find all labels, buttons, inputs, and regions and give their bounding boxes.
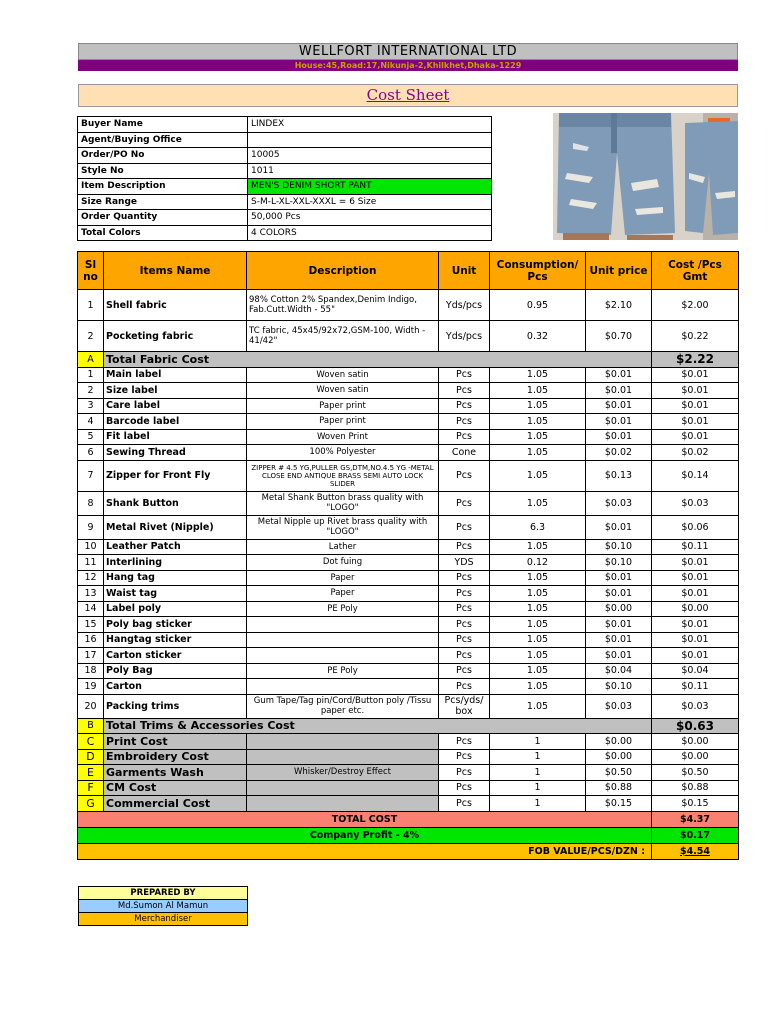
row-sl: 7 bbox=[78, 460, 104, 491]
row-cost: $0.50 bbox=[652, 765, 739, 781]
row-consumption[interactable]: 1.05 bbox=[490, 570, 586, 586]
row-sl: 9 bbox=[78, 515, 104, 539]
info-row bbox=[78, 210, 492, 226]
row-consumption[interactable]: 1.05 bbox=[490, 539, 586, 555]
info-label: Style No bbox=[78, 163, 248, 179]
company-address: House:45,Road:17,Nikunja-2,Khilkhet,Dhaka-1229 bbox=[78, 60, 738, 71]
fabric-total-value: $2.22 bbox=[652, 352, 739, 368]
row-unit-price[interactable]: $0.01 bbox=[586, 570, 652, 586]
column-header: Consumption/ Pcs bbox=[490, 252, 586, 290]
row-consumption[interactable]: 0.12 bbox=[490, 555, 586, 571]
row-item-name[interactable]: Sewing Thread bbox=[104, 445, 247, 461]
other-cost-row bbox=[78, 749, 739, 765]
row-cost: $0.01 bbox=[652, 414, 739, 430]
row-consumption[interactable]: 0.95 bbox=[490, 290, 586, 321]
section-letter: A bbox=[78, 352, 104, 368]
fob-value-label: FOB VALUE/PCS/DZN : bbox=[78, 843, 652, 859]
row-unit-price[interactable]: $0.02 bbox=[586, 445, 652, 461]
info-row bbox=[78, 117, 492, 133]
info-value[interactable]: LINDEX bbox=[248, 117, 492, 133]
row-unit-price[interactable]: $0.04 bbox=[586, 663, 652, 679]
row-consumption[interactable]: 1.05 bbox=[490, 460, 586, 491]
info-value[interactable] bbox=[248, 132, 492, 148]
row-sl: 14 bbox=[78, 601, 104, 617]
sheet-title-text: Cost Sheet bbox=[366, 86, 450, 104]
row-unit-price[interactable]: $0.13 bbox=[586, 460, 652, 491]
trim-row bbox=[78, 586, 739, 602]
row-unit-price[interactable]: $0.01 bbox=[586, 586, 652, 602]
row-unit[interactable]: Pcs bbox=[439, 515, 490, 539]
row-unit-price[interactable]: $0.01 bbox=[586, 632, 652, 648]
row-unit-price[interactable]: $2.10 bbox=[586, 290, 652, 321]
fabric-row bbox=[78, 290, 739, 321]
row-consumption[interactable]: 1 bbox=[490, 765, 586, 781]
row-cost: $2.00 bbox=[652, 290, 739, 321]
trim-row bbox=[78, 445, 739, 461]
trims-total-label: Total Trims & Accessories Cost bbox=[104, 718, 652, 734]
row-consumption[interactable]: 1.05 bbox=[490, 429, 586, 445]
row-cost: $0.00 bbox=[652, 601, 739, 617]
row-sl: 1 bbox=[78, 367, 104, 383]
row-item-name[interactable]: Care label bbox=[104, 398, 247, 414]
row-description[interactable] bbox=[247, 617, 439, 633]
row-consumption[interactable]: 1.05 bbox=[490, 679, 586, 695]
info-label: Buyer Name bbox=[78, 117, 248, 133]
row-sl: 18 bbox=[78, 663, 104, 679]
row-consumption[interactable]: 1.05 bbox=[490, 367, 586, 383]
row-sl: 20 bbox=[78, 694, 104, 718]
trim-row bbox=[78, 398, 739, 414]
row-description[interactable]: Paper bbox=[247, 586, 439, 602]
row-consumption[interactable]: 1.05 bbox=[490, 648, 586, 664]
trim-row bbox=[78, 383, 739, 399]
row-sl: 6 bbox=[78, 445, 104, 461]
row-unit-price[interactable]: $0.70 bbox=[586, 321, 652, 352]
row-sl: 4 bbox=[78, 414, 104, 430]
info-row bbox=[78, 225, 492, 241]
row-cost: $0.01 bbox=[652, 367, 739, 383]
trim-row bbox=[78, 617, 739, 633]
row-unit[interactable]: Pcs bbox=[439, 765, 490, 781]
row-consumption[interactable]: 1.05 bbox=[490, 491, 586, 515]
row-cost: $0.06 bbox=[652, 515, 739, 539]
row-unit-price[interactable]: $0.88 bbox=[586, 780, 652, 796]
row-consumption[interactable]: 1 bbox=[490, 749, 586, 765]
row-sl: 3 bbox=[78, 398, 104, 414]
row-consumption[interactable]: 1.05 bbox=[490, 414, 586, 430]
row-consumption[interactable]: 1 bbox=[490, 734, 586, 750]
row-consumption[interactable]: 1.05 bbox=[490, 663, 586, 679]
row-unit[interactable]: Pcs bbox=[439, 648, 490, 664]
section-letter: E bbox=[78, 765, 104, 781]
row-unit-price[interactable]: $0.00 bbox=[586, 749, 652, 765]
row-item-name[interactable]: Leather Patch bbox=[104, 539, 247, 555]
company-name: WELLFORT INTERNATIONAL LTD bbox=[78, 43, 738, 60]
row-unit[interactable]: Pcs bbox=[439, 570, 490, 586]
row-cost: $0.00 bbox=[652, 749, 739, 765]
row-unit[interactable]: YDS bbox=[439, 555, 490, 571]
row-consumption[interactable]: 1.05 bbox=[490, 383, 586, 399]
fob-value-row bbox=[78, 843, 739, 859]
row-item-name[interactable]: Carton sticker bbox=[104, 648, 247, 664]
column-header: Items Name bbox=[104, 252, 247, 290]
row-sl: 2 bbox=[78, 383, 104, 399]
section-letter: F bbox=[78, 780, 104, 796]
row-unit[interactable]: Pcs bbox=[439, 429, 490, 445]
row-unit-price[interactable]: $0.10 bbox=[586, 679, 652, 695]
row-description[interactable]: Paper print bbox=[247, 398, 439, 414]
row-item-name[interactable]: Label poly bbox=[104, 601, 247, 617]
trim-row bbox=[78, 679, 739, 695]
row-unit[interactable]: Pcs bbox=[439, 367, 490, 383]
row-consumption[interactable]: 6.3 bbox=[490, 515, 586, 539]
info-value[interactable]: 1011 bbox=[248, 163, 492, 179]
row-description[interactable] bbox=[247, 632, 439, 648]
section-letter: G bbox=[78, 796, 104, 812]
row-consumption[interactable]: 1.05 bbox=[490, 398, 586, 414]
row-unit-price[interactable]: $0.50 bbox=[586, 765, 652, 781]
section-letter: D bbox=[78, 749, 104, 765]
trim-row bbox=[78, 515, 739, 539]
row-description[interactable] bbox=[247, 780, 439, 796]
row-item-name[interactable]: Barcode label bbox=[104, 414, 247, 430]
row-unit-price[interactable]: $0.01 bbox=[586, 383, 652, 399]
row-description[interactable]: Dot fuing bbox=[247, 555, 439, 571]
row-item-name[interactable]: Shell fabric bbox=[104, 290, 247, 321]
row-unit-price[interactable]: $0.10 bbox=[586, 539, 652, 555]
row-description[interactable]: Gum Tape/Tag pin/Cord/Button poly /Tissu paper etc. bbox=[247, 694, 439, 718]
row-item-name[interactable]: Main label bbox=[104, 367, 247, 383]
row-cost: $0.03 bbox=[652, 491, 739, 515]
trim-row bbox=[78, 414, 739, 430]
row-sl: 15 bbox=[78, 617, 104, 633]
row-item-name[interactable]: Poly bag sticker bbox=[104, 617, 247, 633]
info-label: Agent/Buying Office bbox=[78, 132, 248, 148]
row-cost: $0.01 bbox=[652, 383, 739, 399]
row-unit-price[interactable]: $0.03 bbox=[586, 694, 652, 718]
fabric-total-row bbox=[78, 352, 739, 368]
denim-shorts-image bbox=[553, 113, 738, 240]
row-unit[interactable]: Yds/pcs bbox=[439, 321, 490, 352]
info-label: Total Colors bbox=[78, 225, 248, 241]
row-unit[interactable]: Pcs bbox=[439, 749, 490, 765]
row-description[interactable] bbox=[247, 796, 439, 812]
row-item-name[interactable]: Packing trims bbox=[104, 694, 247, 718]
row-item-name[interactable]: Waist tag bbox=[104, 586, 247, 602]
fabric-row bbox=[78, 321, 739, 352]
info-label: Item Description bbox=[78, 179, 248, 195]
row-description[interactable]: 100% Polyester bbox=[247, 445, 439, 461]
row-sl: 1 bbox=[78, 290, 104, 321]
row-description[interactable]: PE Poly bbox=[247, 601, 439, 617]
order-info-table bbox=[77, 116, 492, 241]
row-unit[interactable]: Yds/pcs bbox=[439, 290, 490, 321]
row-cost: $0.22 bbox=[652, 321, 739, 352]
row-item-name[interactable]: Interlining bbox=[104, 555, 247, 571]
column-header: Cost /Pcs Gmt bbox=[652, 252, 739, 290]
row-consumption[interactable]: 1 bbox=[490, 780, 586, 796]
row-item-name[interactable]: Shank Button bbox=[104, 491, 247, 515]
row-unit[interactable]: Pcs bbox=[439, 679, 490, 695]
product-photo bbox=[553, 113, 738, 240]
row-cost: $0.01 bbox=[652, 632, 739, 648]
row-unit-price[interactable]: $0.01 bbox=[586, 648, 652, 664]
row-sl: 19 bbox=[78, 679, 104, 695]
trim-row bbox=[78, 648, 739, 664]
row-item-name[interactable]: Hangtag sticker bbox=[104, 632, 247, 648]
row-cost: $0.03 bbox=[652, 694, 739, 718]
total-cost-value: $4.37 bbox=[652, 811, 739, 827]
row-unit[interactable]: Pcs/yds/ box bbox=[439, 694, 490, 718]
row-consumption[interactable]: 0.32 bbox=[490, 321, 586, 352]
row-unit-price[interactable]: $0.01 bbox=[586, 398, 652, 414]
trims-total-value: $0.63 bbox=[652, 718, 739, 734]
row-description[interactable] bbox=[247, 749, 439, 765]
row-cost: $0.01 bbox=[652, 555, 739, 571]
row-description[interactable]: Paper print bbox=[247, 414, 439, 430]
company-profit-label: Company Profit - 4% bbox=[78, 827, 652, 843]
trim-row bbox=[78, 429, 739, 445]
info-label: Order/PO No bbox=[78, 148, 248, 164]
row-sl: 12 bbox=[78, 570, 104, 586]
row-description[interactable]: 98% Cotton 2% Spandex,Denim Indigo, Fab.Cutt.Width - 55" bbox=[247, 290, 439, 321]
row-sl: 11 bbox=[78, 555, 104, 571]
cost-category-label: Garments Wash bbox=[104, 765, 247, 781]
row-unit[interactable]: Pcs bbox=[439, 632, 490, 648]
row-unit-price[interactable]: $0.03 bbox=[586, 491, 652, 515]
row-consumption[interactable]: 1.05 bbox=[490, 632, 586, 648]
row-consumption[interactable]: 1 bbox=[490, 796, 586, 812]
row-unit-price[interactable]: $0.01 bbox=[586, 414, 652, 430]
other-cost-row bbox=[78, 780, 739, 796]
cost-breakdown-table bbox=[77, 251, 739, 860]
row-cost: $0.00 bbox=[652, 734, 739, 750]
info-label: Size Range bbox=[78, 194, 248, 210]
row-item-name[interactable]: Pocketing fabric bbox=[104, 321, 247, 352]
row-consumption[interactable]: 1.05 bbox=[490, 617, 586, 633]
row-description[interactable] bbox=[247, 648, 439, 664]
row-cost: $0.11 bbox=[652, 679, 739, 695]
row-sl: 16 bbox=[78, 632, 104, 648]
info-row bbox=[78, 194, 492, 210]
section-letter: B bbox=[78, 718, 104, 734]
cost-category-label: Commercial Cost bbox=[104, 796, 247, 812]
other-cost-row bbox=[78, 796, 739, 812]
sheet-title bbox=[78, 84, 738, 107]
row-unit[interactable]: Pcs bbox=[439, 414, 490, 430]
row-cost: $0.01 bbox=[652, 648, 739, 664]
row-cost: $0.04 bbox=[652, 663, 739, 679]
info-value[interactable]: S-M-L-XL-XXL-XXXL = 6 Size bbox=[248, 194, 492, 210]
row-consumption[interactable]: 1.05 bbox=[490, 601, 586, 617]
row-unit[interactable]: Pcs bbox=[439, 663, 490, 679]
row-unit[interactable]: Pcs bbox=[439, 796, 490, 812]
row-unit-price[interactable]: $0.15 bbox=[586, 796, 652, 812]
info-row bbox=[78, 163, 492, 179]
trim-row bbox=[78, 491, 739, 515]
row-unit[interactable]: Pcs bbox=[439, 383, 490, 399]
row-unit-price[interactable]: $0.01 bbox=[586, 367, 652, 383]
trim-row bbox=[78, 694, 739, 718]
trim-row bbox=[78, 632, 739, 648]
row-description[interactable]: Woven satin bbox=[247, 383, 439, 399]
info-value[interactable]: 4 COLORS bbox=[248, 225, 492, 241]
other-cost-row bbox=[78, 765, 739, 781]
row-cost: $0.11 bbox=[652, 539, 739, 555]
trim-row bbox=[78, 539, 739, 555]
row-cost: $0.01 bbox=[652, 617, 739, 633]
row-cost: $0.15 bbox=[652, 796, 739, 812]
info-label: Order Quantity bbox=[78, 210, 248, 226]
row-unit[interactable]: Pcs bbox=[439, 460, 490, 491]
row-unit-price[interactable]: $0.00 bbox=[586, 734, 652, 750]
row-item-name[interactable]: Carton bbox=[104, 679, 247, 695]
trim-row bbox=[78, 570, 739, 586]
row-description[interactable]: TC fabric, 45x45/92x72,GSM-100, Width - 41/42" bbox=[247, 321, 439, 352]
info-row bbox=[78, 132, 492, 148]
other-cost-row bbox=[78, 734, 739, 750]
prepared-by-role: Merchandiser bbox=[79, 913, 248, 926]
prepared-by-name: Md.Sumon Al Mamun bbox=[79, 900, 248, 913]
row-item-name[interactable]: Fit label bbox=[104, 429, 247, 445]
row-unit[interactable]: Pcs bbox=[439, 780, 490, 796]
row-consumption[interactable]: 1.05 bbox=[490, 586, 586, 602]
row-unit-price[interactable]: $0.10 bbox=[586, 555, 652, 571]
company-profit-row bbox=[78, 827, 739, 843]
fabric-total-label: Total Fabric Cost bbox=[104, 352, 652, 368]
row-sl: 8 bbox=[78, 491, 104, 515]
row-description[interactable]: Metal Nipple up Rivet brass quality with "LOGO" bbox=[247, 515, 439, 539]
row-unit-price[interactable]: $0.01 bbox=[586, 429, 652, 445]
row-unit[interactable]: Cone bbox=[439, 445, 490, 461]
column-header: Unit price bbox=[586, 252, 652, 290]
row-item-name[interactable]: Hang tag bbox=[104, 570, 247, 586]
row-item-name[interactable]: Zipper for Front Fly bbox=[104, 460, 247, 491]
fob-value: $4.54 bbox=[652, 843, 739, 859]
row-sl: 5 bbox=[78, 429, 104, 445]
cost-category-label: Print Cost bbox=[104, 734, 247, 750]
row-item-name[interactable]: Size label bbox=[104, 383, 247, 399]
row-unit[interactable]: Pcs bbox=[439, 734, 490, 750]
prepared-by-box bbox=[78, 886, 248, 926]
column-header: Sl no bbox=[78, 252, 104, 290]
row-description[interactable]: Lather bbox=[247, 539, 439, 555]
row-description[interactable]: PE Poly bbox=[247, 663, 439, 679]
row-item-name[interactable]: Poly Bag bbox=[104, 663, 247, 679]
info-row bbox=[78, 179, 492, 195]
row-unit[interactable]: Pcs bbox=[439, 539, 490, 555]
company-profit-value: $0.17 bbox=[652, 827, 739, 843]
cost-category-label: Embroidery Cost bbox=[104, 749, 247, 765]
column-header: Unit bbox=[439, 252, 490, 290]
row-description[interactable]: Metal Shank Button brass quality with "LOGO" bbox=[247, 491, 439, 515]
row-sl: 17 bbox=[78, 648, 104, 664]
total-cost-label: TOTAL COST bbox=[78, 811, 652, 827]
row-description[interactable]: Whisker/Destroy Effect bbox=[247, 765, 439, 781]
trim-row bbox=[78, 367, 739, 383]
row-cost: $0.02 bbox=[652, 445, 739, 461]
row-description[interactable]: Paper bbox=[247, 570, 439, 586]
row-description[interactable]: Woven Print bbox=[247, 429, 439, 445]
row-cost: $0.01 bbox=[652, 429, 739, 445]
info-row bbox=[78, 148, 492, 164]
row-cost: $0.14 bbox=[652, 460, 739, 491]
row-item-name[interactable]: Metal Rivet (Nipple) bbox=[104, 515, 247, 539]
row-description[interactable]: ZIPPER # 4.5 YG,PULLER GS,DTM,NO.4.5 YG -METAL CLOSE END ANTIQUE BRASS SEMI AUTO LOCK SLIDER bbox=[247, 460, 439, 491]
row-description[interactable]: Woven satin bbox=[247, 367, 439, 383]
trims-total-row bbox=[78, 718, 739, 734]
info-value[interactable]: 10005 bbox=[248, 148, 492, 164]
row-unit-price[interactable]: $0.01 bbox=[586, 515, 652, 539]
row-unit[interactable]: Pcs bbox=[439, 586, 490, 602]
trim-row bbox=[78, 555, 739, 571]
info-value[interactable]: 50,000 Pcs bbox=[248, 210, 492, 226]
row-unit[interactable]: Pcs bbox=[439, 491, 490, 515]
row-description[interactable] bbox=[247, 679, 439, 695]
trim-row bbox=[78, 663, 739, 679]
trim-row bbox=[78, 460, 739, 491]
column-header-row bbox=[78, 252, 739, 290]
row-unit-price[interactable]: $0.00 bbox=[586, 601, 652, 617]
row-cost: $0.88 bbox=[652, 780, 739, 796]
row-cost: $0.01 bbox=[652, 586, 739, 602]
row-consumption[interactable]: 1.05 bbox=[490, 445, 586, 461]
trim-row bbox=[78, 601, 739, 617]
row-cost: $0.01 bbox=[652, 398, 739, 414]
row-consumption[interactable]: 1.05 bbox=[490, 694, 586, 718]
row-unit-price[interactable]: $0.01 bbox=[586, 617, 652, 633]
column-header: Description bbox=[247, 252, 439, 290]
row-sl: 10 bbox=[78, 539, 104, 555]
cost-category-label: CM Cost bbox=[104, 780, 247, 796]
row-cost: $0.01 bbox=[652, 570, 739, 586]
prepared-by-title: PREPARED BY bbox=[79, 887, 248, 900]
row-description[interactable] bbox=[247, 734, 439, 750]
total-cost-row bbox=[78, 811, 739, 827]
info-value[interactable]: MEN'S DENIM SHORT PANT bbox=[248, 179, 492, 195]
row-sl: 13 bbox=[78, 586, 104, 602]
row-unit[interactable]: Pcs bbox=[439, 617, 490, 633]
section-letter: C bbox=[78, 734, 104, 750]
row-sl: 2 bbox=[78, 321, 104, 352]
row-unit[interactable]: Pcs bbox=[439, 398, 490, 414]
row-unit[interactable]: Pcs bbox=[439, 601, 490, 617]
